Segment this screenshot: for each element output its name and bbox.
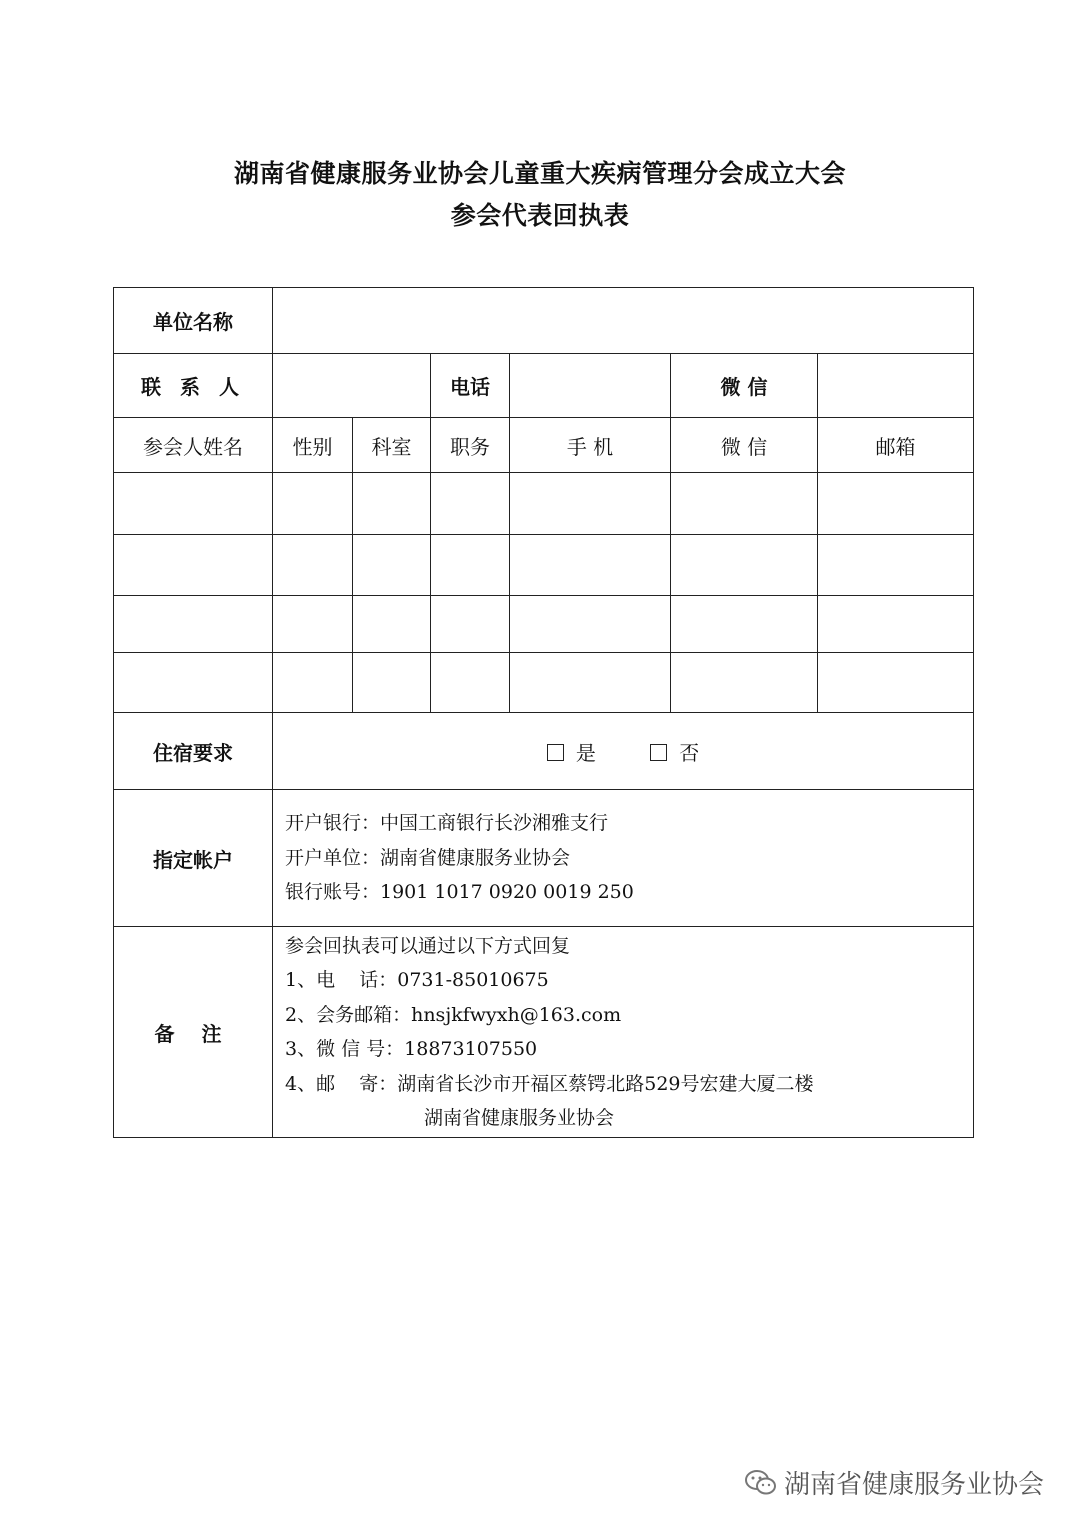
cell[interactable] [273,653,353,713]
col-header-gender: 性别 [273,418,353,473]
lodging-options [273,713,974,790]
remarks-wechat: 3、微 信 号：18873107550 [285,1038,538,1060]
phone-label: 电话 [431,354,510,418]
cell[interactable] [431,653,510,713]
row-remarks [114,927,974,1138]
table-row [114,596,974,653]
col-header-name: 参会人姓名 [114,418,273,473]
cell[interactable] [114,535,273,596]
phone-field[interactable] [510,354,671,418]
cell[interactable] [671,473,818,535]
lodging-no-option[interactable] [650,737,699,766]
table-row [114,473,974,535]
cell[interactable] [671,596,818,653]
wechat-field[interactable] [818,354,974,418]
remarks-mail-recipient: 湖南省健康服务业协会 [424,1107,615,1129]
cell[interactable] [671,535,818,596]
row-account [114,790,974,927]
col-header-department: 科室 [353,418,431,473]
remarks-phone: 1、电 话：0731-85010675 [285,969,549,991]
cell[interactable] [431,596,510,653]
cell[interactable] [273,596,353,653]
col-header-wechat: 微 信 [671,418,818,473]
checkbox-no[interactable] [650,744,667,761]
table-row [114,535,974,596]
remarks-email: 2、会务邮箱：hnsjkfwyxh@163.com [285,1003,622,1026]
cell[interactable] [510,473,671,535]
document-subtitle: 参会代表回执表 [450,201,630,230]
col-header-position: 职务 [431,418,510,473]
contact-label: 联 系 人 [114,354,273,418]
remarks-mail-address: 4、邮 寄：湖南省长沙市开福区蔡锷北路529号宏建大厦二楼 [285,1072,814,1095]
wechat-label: 微 信 [671,354,818,418]
account-number: 银行账号：1901 1017 0920 0019 250 [285,881,634,904]
checkbox-yes[interactable] [547,744,564,761]
cell[interactable] [273,535,353,596]
row-contact [114,354,974,418]
watermark-text: 湖南省健康服务业协会 [783,1470,1044,1500]
cell[interactable] [114,473,273,535]
watermark [744,1464,1044,1501]
lodging-yes-option[interactable] [547,737,596,766]
account-details [273,790,974,927]
lodging-label: 住宿要求 [114,713,273,790]
cell[interactable] [510,596,671,653]
document-title: 湖南省健康服务业协会儿童重大疾病管理分会成立大会 [233,159,846,188]
cell[interactable] [818,653,974,713]
table-row [114,653,974,713]
account-bank: 开户银行：中国工商银行长沙湘雅支行 [285,812,609,835]
cell[interactable] [273,473,353,535]
wechat-icon [744,1468,778,1498]
cell[interactable] [431,535,510,596]
col-header-email: 邮箱 [818,418,974,473]
account-label: 指定帐户 [114,790,273,927]
cell[interactable] [818,473,974,535]
lodging-no-text: 否 [679,740,700,765]
unit-name-label: 单位名称 [114,288,273,354]
cell[interactable] [114,596,273,653]
cell[interactable] [114,653,273,713]
account-holder: 开户单位：湖南省健康服务业协会 [285,846,571,869]
cell[interactable] [353,596,431,653]
cell[interactable] [818,535,974,596]
cell[interactable] [510,535,671,596]
contact-field[interactable] [273,354,431,418]
row-unit-name [114,288,974,354]
cell[interactable] [353,535,431,596]
lodging-yes-text: 是 [575,740,596,765]
cell[interactable] [353,473,431,535]
cell[interactable] [818,596,974,653]
row-column-headers [114,418,974,473]
remarks-intro: 参会回执表可以通过以下方式回复 [285,934,571,957]
remarks-details [273,927,974,1138]
cell[interactable] [353,653,431,713]
col-header-mobile: 手 机 [510,418,671,473]
row-lodging [114,713,974,790]
cell[interactable] [510,653,671,713]
cell[interactable] [671,653,818,713]
unit-name-field[interactable] [273,288,974,354]
registration-form-table [113,287,974,1138]
cell[interactable] [431,473,510,535]
remarks-label: 备 注 [114,927,273,1138]
